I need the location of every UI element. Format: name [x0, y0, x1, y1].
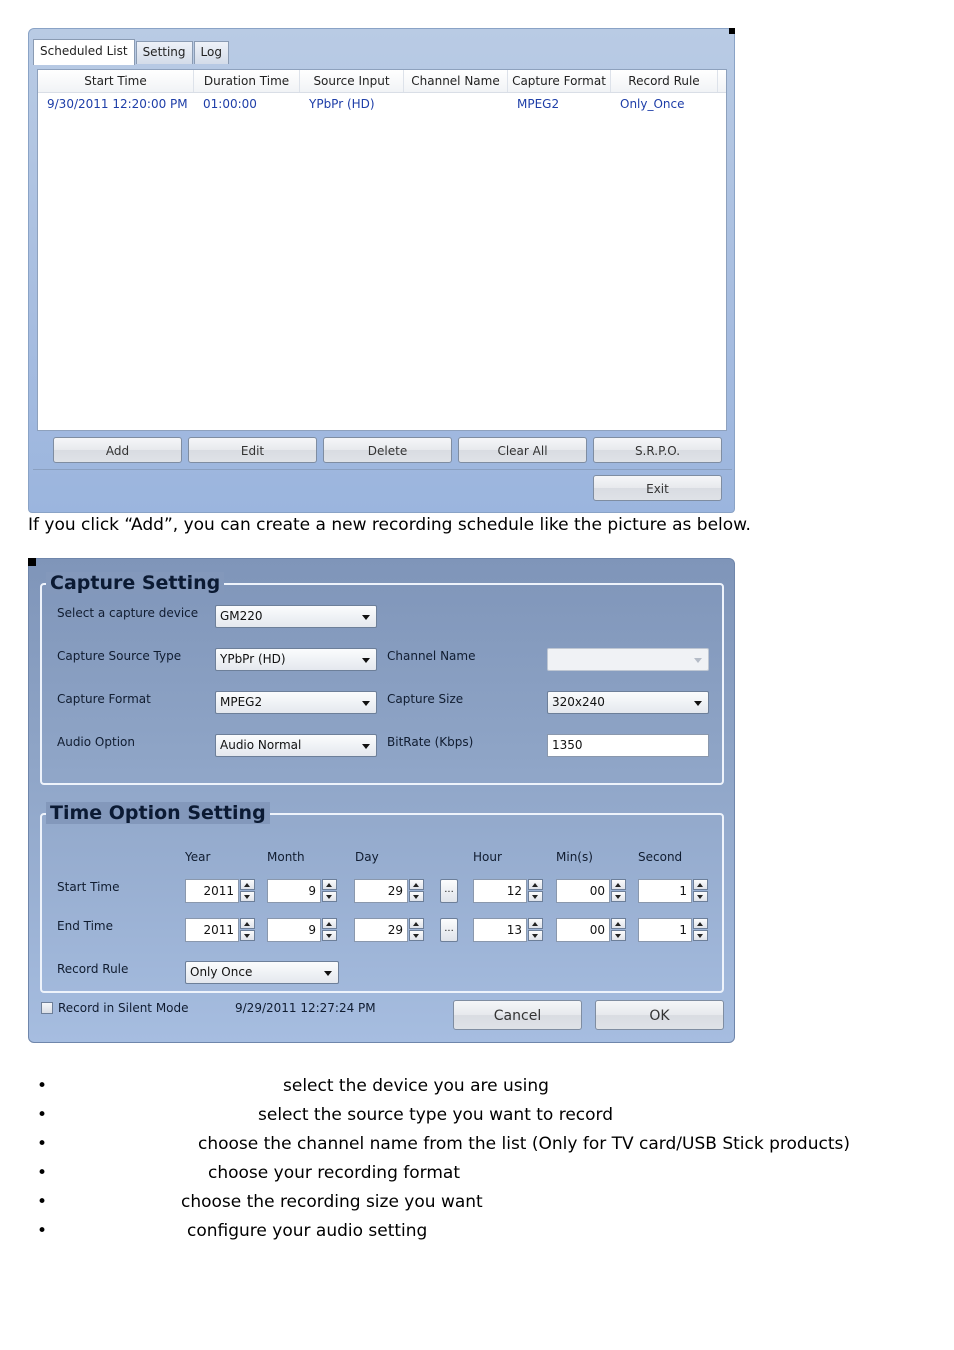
- bullet-icon: •: [37, 1192, 48, 1212]
- channel-name-label: Channel Name: [387, 649, 476, 663]
- spin-up-icon[interactable]: [240, 918, 255, 929]
- end-day-spinner[interactable]: [354, 918, 426, 942]
- cell-record-rule: Only_Once: [620, 97, 685, 111]
- chevron-down-icon: [324, 971, 332, 976]
- spin-down-icon[interactable]: [409, 930, 424, 941]
- start-second-spinner[interactable]: [638, 879, 710, 903]
- current-timestamp: 9/29/2011 12:27:24 PM: [235, 1001, 376, 1015]
- spin-down-icon[interactable]: [611, 891, 626, 902]
- start-second-field[interactable]: 1: [638, 879, 692, 903]
- cancel-button[interactable]: Cancel: [453, 1000, 582, 1030]
- chevron-down-icon: [362, 658, 370, 663]
- schedule-list[interactable]: [37, 69, 727, 431]
- start-year-field[interactable]: 2011: [185, 879, 239, 903]
- end-hour-field[interactable]: 13: [473, 918, 527, 942]
- list-item: [0, 1076, 954, 1100]
- start-month-spinner[interactable]: [267, 879, 339, 903]
- list-item: [0, 1105, 954, 1129]
- cell-duration-time: 01:00:00: [203, 97, 257, 111]
- bullet-icon: •: [37, 1105, 48, 1125]
- scheduler-window: [28, 28, 735, 513]
- start-day-spinner[interactable]: [354, 879, 426, 903]
- spin-up-icon[interactable]: [611, 879, 626, 890]
- start-hour-spinner[interactable]: [473, 879, 545, 903]
- table-row[interactable]: [38, 93, 726, 115]
- bullet-icon: •: [37, 1163, 48, 1183]
- record-rule-label: Record Rule: [57, 962, 129, 976]
- spin-up-icon[interactable]: [693, 879, 708, 890]
- spin-down-icon[interactable]: [693, 930, 708, 941]
- spin-up-icon[interactable]: [240, 879, 255, 890]
- silent-mode-checkbox[interactable]: [41, 1002, 53, 1014]
- list-item: [0, 1192, 954, 1216]
- bullet-text: choose your recording format: [208, 1163, 460, 1183]
- start-day-field[interactable]: 29: [354, 879, 408, 903]
- second-header: Second: [638, 850, 683, 864]
- end-month-spinner[interactable]: [267, 918, 339, 942]
- exit-button[interactable]: Exit: [593, 475, 722, 501]
- bitrate-input[interactable]: 1350: [547, 734, 709, 757]
- column-channel-name[interactable]: Channel Name: [404, 70, 508, 92]
- end-time-label: End Time: [57, 919, 113, 933]
- start-hour-field[interactable]: 12: [473, 879, 527, 903]
- source-type-label: Capture Source Type: [57, 649, 182, 663]
- channel-name-dropdown[interactable]: [547, 648, 709, 671]
- spin-down-icon[interactable]: [528, 930, 543, 941]
- window-corner: [729, 28, 735, 34]
- spin-up-icon[interactable]: [528, 879, 543, 890]
- start-time-label: Start Time: [57, 880, 120, 894]
- clear-all-button[interactable]: Clear All: [458, 437, 587, 463]
- end-date-picker-button[interactable]: ...: [440, 918, 458, 942]
- end-hour-spinner[interactable]: [473, 918, 545, 942]
- spin-down-icon[interactable]: [322, 930, 337, 941]
- start-min-field[interactable]: 00: [556, 879, 610, 903]
- edit-button[interactable]: Edit: [188, 437, 317, 463]
- bullet-icon: •: [37, 1076, 48, 1096]
- device-label: Select a capture device: [57, 606, 199, 620]
- year-header: Year: [185, 850, 211, 864]
- caption-text: If you click “Add”, you can create a new recording schedule like the picture as below.: [28, 515, 751, 535]
- column-source-input[interactable]: Source Input: [300, 70, 404, 92]
- spin-down-icon[interactable]: [611, 930, 626, 941]
- start-min-spinner[interactable]: [556, 879, 628, 903]
- list-item: [0, 1163, 954, 1187]
- window-corner: [28, 558, 36, 566]
- end-day-field[interactable]: 29: [354, 918, 408, 942]
- format-dropdown[interactable]: [215, 691, 377, 714]
- audio-value: Audio Normal: [220, 738, 302, 752]
- end-month-field[interactable]: 9: [267, 918, 321, 942]
- bullet-text: choose the channel name from the list (Only for TV card/USB Stick products): [198, 1134, 850, 1154]
- chevron-down-icon: [694, 658, 702, 663]
- capture-setting-window: [28, 558, 735, 1043]
- column-record-rule[interactable]: Record Rule: [611, 70, 718, 92]
- device-value: GM220: [220, 609, 263, 623]
- source-type-value: YPbPr (HD): [220, 652, 286, 666]
- srpo-button[interactable]: S.R.P.O.: [593, 437, 722, 463]
- spin-down-icon[interactable]: [409, 891, 424, 902]
- spin-up-icon[interactable]: [409, 879, 424, 890]
- chevron-down-icon: [362, 701, 370, 706]
- audio-label: Audio Option: [57, 735, 135, 749]
- spin-up-icon[interactable]: [322, 879, 337, 890]
- record-rule-dropdown[interactable]: [185, 961, 339, 984]
- size-dropdown[interactable]: [547, 691, 709, 714]
- device-dropdown[interactable]: [215, 605, 377, 628]
- hour-header: Hour: [473, 850, 502, 864]
- time-option-title: Time Option Setting: [46, 802, 270, 824]
- end-min-spinner[interactable]: [556, 918, 628, 942]
- cell-capture-format: MPEG2: [517, 97, 560, 111]
- record-rule-value: Only Once: [190, 965, 253, 979]
- spin-up-icon[interactable]: [693, 918, 708, 929]
- start-date-picker-button[interactable]: ...: [440, 879, 458, 903]
- column-duration-time[interactable]: Duration Time: [194, 70, 300, 92]
- time-option-group: [40, 813, 724, 993]
- start-month-field[interactable]: 9: [267, 879, 321, 903]
- bitrate-label: BitRate (Kbps): [387, 735, 474, 749]
- end-year-spinner[interactable]: [185, 918, 257, 942]
- month-header: Month: [267, 850, 305, 864]
- capture-setting-title: Capture Setting: [46, 572, 224, 594]
- spin-up-icon[interactable]: [409, 918, 424, 929]
- spin-up-icon[interactable]: [528, 918, 543, 929]
- end-second-field[interactable]: 1: [638, 918, 692, 942]
- spin-down-icon[interactable]: [240, 930, 255, 941]
- tab-log[interactable]: Log: [194, 41, 229, 64]
- spin-down-icon[interactable]: [322, 891, 337, 902]
- tab-setting[interactable]: Setting: [136, 41, 193, 64]
- bullet-text: configure your audio setting: [187, 1221, 428, 1241]
- chevron-down-icon: [362, 615, 370, 620]
- end-year-field[interactable]: 2011: [185, 918, 239, 942]
- day-header: Day: [355, 850, 379, 864]
- bullet-text: select the device you are using: [283, 1076, 549, 1096]
- divider: [33, 469, 732, 470]
- chevron-down-icon: [694, 701, 702, 706]
- spin-down-icon[interactable]: [528, 891, 543, 902]
- spin-down-icon[interactable]: [693, 891, 708, 902]
- spin-up-icon[interactable]: [322, 918, 337, 929]
- format-value: MPEG2: [220, 695, 263, 709]
- bullet-icon: •: [37, 1134, 48, 1154]
- cell-start-time: 9/30/2011 12:20:00 PM: [47, 97, 188, 111]
- tab-bar: [33, 41, 230, 63]
- tab-scheduled-list[interactable]: Scheduled List: [33, 39, 135, 65]
- spin-down-icon[interactable]: [240, 891, 255, 902]
- size-label: Capture Size: [387, 692, 464, 706]
- bullet-icon: •: [37, 1221, 48, 1241]
- ok-button[interactable]: OK: [595, 1000, 724, 1030]
- format-label: Capture Format: [57, 692, 151, 706]
- spin-up-icon[interactable]: [611, 918, 626, 929]
- column-capture-format[interactable]: Capture Format: [508, 70, 611, 92]
- chevron-down-icon: [362, 744, 370, 749]
- list-item: [0, 1134, 954, 1158]
- list-header: [38, 70, 726, 93]
- min-header: Min(s): [556, 850, 593, 864]
- size-value: 320x240: [552, 695, 605, 709]
- bullet-text: select the source type you want to record: [258, 1105, 614, 1125]
- add-button[interactable]: Add: [53, 437, 182, 463]
- list-item: [0, 1221, 954, 1245]
- bullet-text: choose the recording size you want: [181, 1192, 483, 1212]
- cell-channel-name: [404, 93, 508, 115]
- end-min-field[interactable]: 00: [556, 918, 610, 942]
- column-start-time[interactable]: Start Time: [38, 70, 194, 92]
- end-second-spinner[interactable]: [638, 918, 710, 942]
- silent-mode-label: Record in Silent Mode: [58, 1001, 189, 1015]
- delete-button[interactable]: Delete: [323, 437, 452, 463]
- audio-dropdown[interactable]: [215, 734, 377, 757]
- cell-source-input: YPbPr (HD): [309, 97, 375, 111]
- start-year-spinner[interactable]: [185, 879, 257, 903]
- source-type-dropdown[interactable]: [215, 648, 377, 671]
